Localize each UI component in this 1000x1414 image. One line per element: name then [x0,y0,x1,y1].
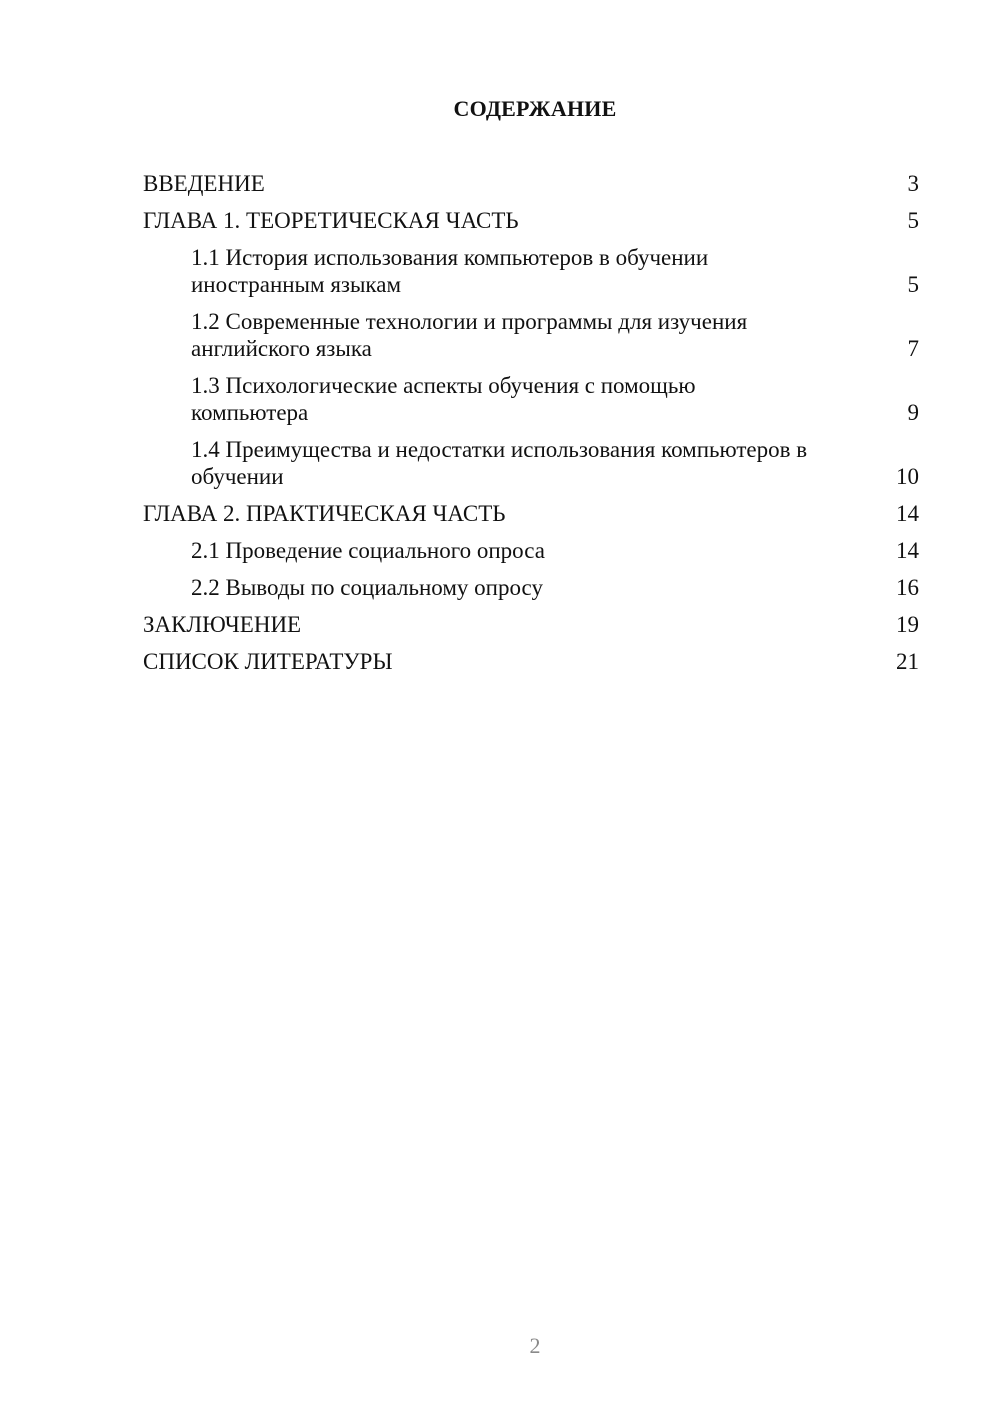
toc-entry-label: 1.2 Современные технологии и программы для изучения английского языка [191,309,748,361]
toc-entry-page: 16 [896,575,919,600]
toc-entry-page: 14 [896,538,919,563]
toc-title: СОДЕРЖАНИЕ [453,96,617,121]
toc-entry-label: ЗАКЛЮЧЕНИЕ [143,612,302,637]
toc-entry-page: 9 [907,400,919,425]
toc-entry-page: 19 [896,612,919,637]
toc-entry-section-1-4[interactable] [143,434,919,498]
toc-entry-section-1-2[interactable] [143,306,919,370]
toc-entry-conclusion[interactable] [143,609,919,646]
toc-entry-chapter-2[interactable] [143,498,919,535]
page-number: 2 [529,1333,541,1358]
toc-entry-introduction[interactable] [143,168,919,205]
toc-entry-label: 2.2 Выводы по социальному опросу [191,575,543,600]
toc-entry-label: 1.1 История использования компьютеров в обучении иностранным языкам [191,245,709,297]
toc-entry-label: 2.1 Проведение социального опроса [191,538,545,563]
toc-entry-label: 1.3 Психологические аспекты обучения с помощью компьютера [191,373,696,425]
toc-entry-page: 7 [907,336,919,361]
toc-entry-page: 5 [907,208,919,233]
toc-entry-section-1-3[interactable] [143,370,919,434]
toc-entry-label: ГЛАВА 1. ТЕОРЕТИЧЕСКАЯ ЧАСТЬ [143,208,519,233]
toc-entry-page: 10 [896,464,919,489]
toc-entry-chapter-1[interactable] [143,205,919,242]
toc-entry-page: 5 [907,272,919,297]
toc-entry-section-1-1[interactable] [143,242,919,306]
toc-entry-page: 14 [896,501,919,526]
toc-entry-references[interactable] [143,646,919,683]
toc-entry-page: 21 [896,649,919,674]
toc-entry-label: ВВЕДЕНИЕ [143,171,265,196]
toc-entry-page: 3 [907,171,919,196]
table-of-contents [143,168,919,683]
toc-entry-label: 1.4 Преимущества и недостатки использования компьютеров в обучении [191,437,808,489]
toc-entry-label: ГЛАВА 2. ПРАКТИЧЕСКАЯ ЧАСТЬ [143,501,506,526]
toc-entry-section-2-2[interactable] [143,572,919,609]
toc-entry-section-2-1[interactable] [143,535,919,572]
toc-entry-label: СПИСОК ЛИТЕРАТУРЫ [143,649,393,674]
